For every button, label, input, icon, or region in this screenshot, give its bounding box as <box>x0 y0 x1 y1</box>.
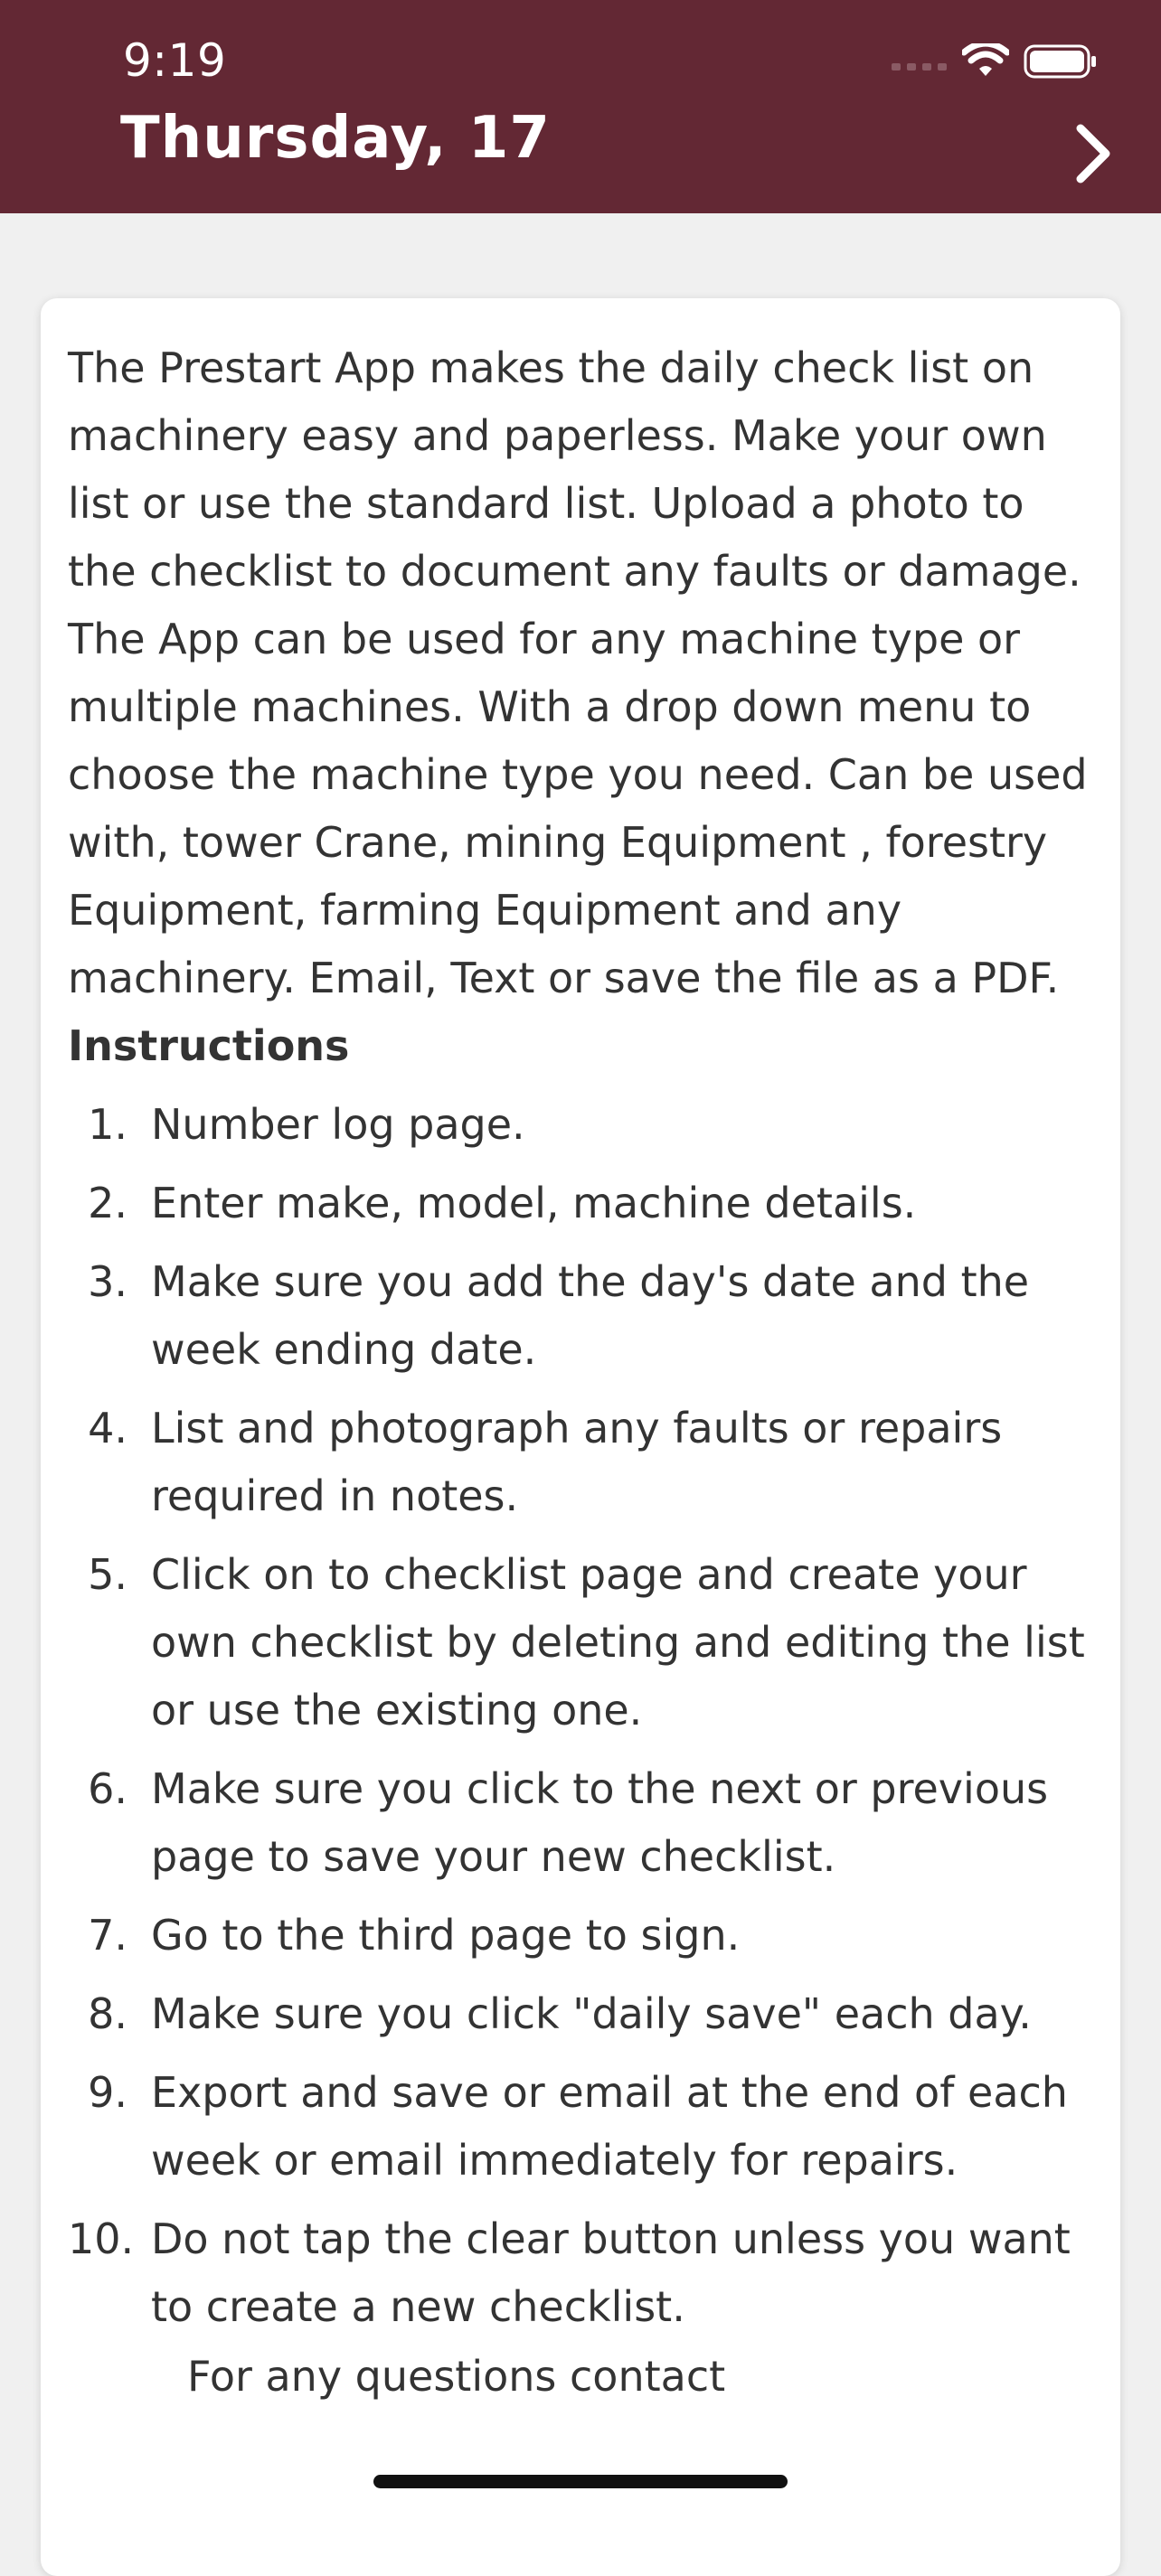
step-number: 4. <box>88 1404 127 1453</box>
contact-line: For any questions contact <box>187 2352 726 2401</box>
instructions-list <box>68 1091 1093 2341</box>
home-indicator[interactable] <box>373 2475 788 2488</box>
list-item <box>68 1980 1093 2048</box>
step-text: Make sure you add the day's date and the week ending date. <box>151 1257 1030 1374</box>
list-item <box>68 1902 1093 1970</box>
signal-icon <box>892 52 948 71</box>
step-text: List and photograph any faults or repairs required in notes. <box>151 1404 1003 1520</box>
info-card <box>41 298 1120 2576</box>
instructions-heading: Instructions <box>68 1021 350 1070</box>
step-text: Click on to checklist page and create your own checklist by deleting and editing the list or use the existing one. <box>151 1550 1085 1735</box>
step-text: Enter make, model, machine details. <box>151 1179 917 1227</box>
list-item <box>68 1091 1093 1159</box>
wifi-icon <box>962 43 1009 80</box>
step-text: Do not tap the clear button unless you want to create a new checklist. <box>151 2214 1071 2331</box>
intro-paragraph: The Prestart App makes the daily check list on machinery easy and paperless. Make your own list or use the standard list. Upload a photo to the checklist to document any faults or damage. <box>68 343 1081 596</box>
list-item <box>68 2205 1093 2341</box>
list-item <box>68 1248 1093 1384</box>
step-text: Number log page. <box>151 1100 525 1149</box>
status-icons <box>892 43 1098 80</box>
chevron-right-icon <box>1073 123 1113 184</box>
step-number: 7. <box>88 1911 127 1960</box>
battery-icon <box>1024 43 1098 80</box>
list-item <box>68 1755 1093 1891</box>
step-text: Export and save or email at the end of each week or email immediately for repairs. <box>151 2068 1068 2185</box>
step-number: 5. <box>88 1550 127 1599</box>
list-item <box>68 2059 1093 2195</box>
step-number: 8. <box>88 1989 127 2038</box>
app-header <box>0 0 1161 213</box>
step-number: 2. <box>88 1179 127 1227</box>
step-number: 6. <box>88 1764 127 1813</box>
list-item <box>68 1541 1093 1744</box>
next-day-button[interactable] <box>1062 118 1125 190</box>
step-number: 10. <box>68 2214 135 2263</box>
step-text: Make sure you click "daily save" each day. <box>151 1989 1032 2038</box>
list-item <box>68 1395 1093 1530</box>
step-number: 9. <box>88 2068 127 2117</box>
step-text: Go to the third page to sign. <box>151 1911 741 1960</box>
status-time: 9:19 <box>123 34 227 87</box>
intro-paragraph: The App can be used for any machine type or multiple machines. With a drop down menu to choose the machine type you need. Can be used with, tower Crane, mining Equipment , forestry Equipment, farming Equipment and any machinery. Email, Text or save the file as a PDF. <box>68 615 1088 1002</box>
list-item <box>68 1170 1093 1237</box>
step-text: Make sure you click to the next or previous page to save your new checklist. <box>151 1764 1049 1881</box>
page-title: Thursday, 17 <box>120 105 551 172</box>
step-number: 1. <box>88 1100 127 1149</box>
step-number: 3. <box>88 1257 127 1306</box>
